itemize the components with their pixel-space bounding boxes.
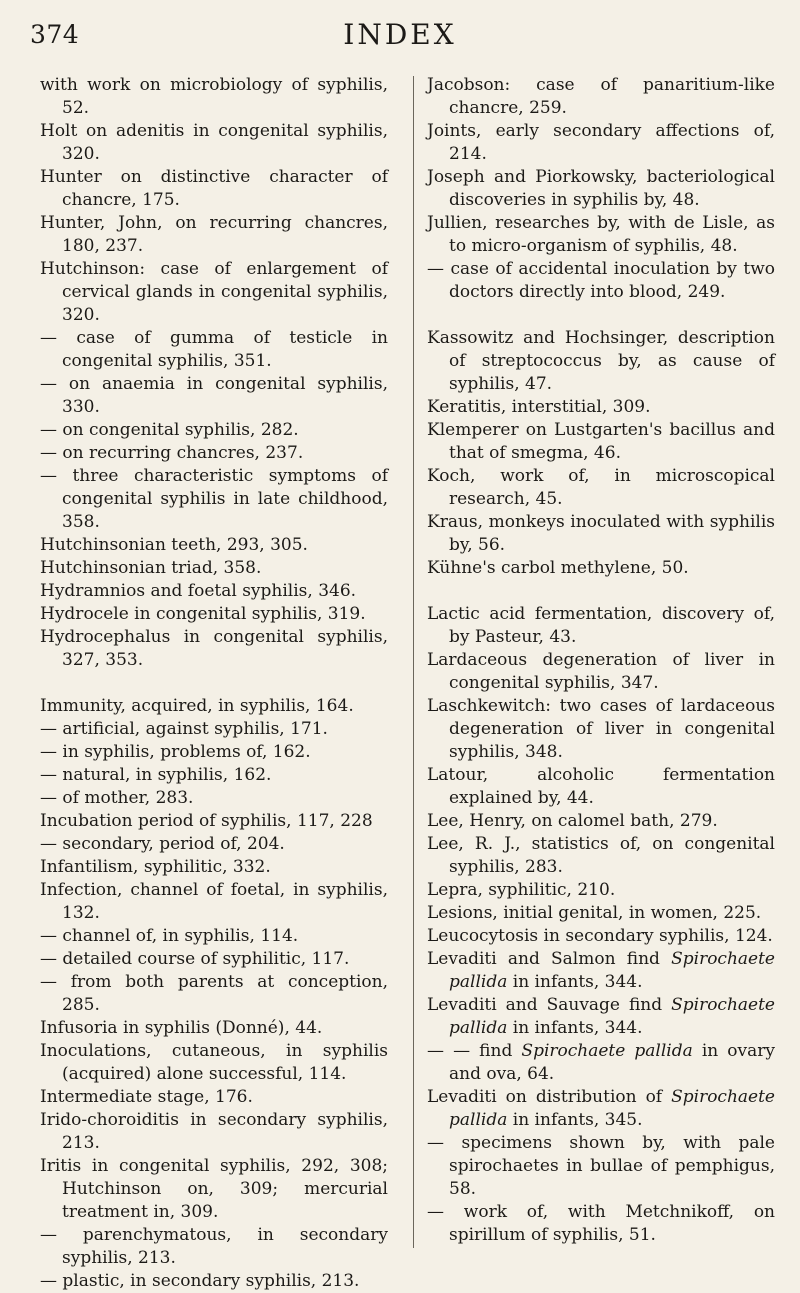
page-number: 374 [30, 20, 80, 49]
index-entry: — artificial, against syphilis, 171. [40, 719, 328, 739]
index-entry: Jacobson: case of panaritium-like chancre, 259. [427, 75, 775, 118]
index-column-right [427, 74, 775, 1247]
index-entry: Latour, alcoholic fermentation explained by, 44. [427, 765, 775, 808]
index-entry: — natural, in syphilis, 162. [40, 765, 272, 785]
index-entry: Immunity, acquired, in syphilis, 164. [40, 696, 354, 716]
index-entry: with work on microbiology of syphilis, 52. [40, 75, 388, 118]
index-entry: Hutchinson: case of enlargement of cervical glands in congenital syphilis, 320. [40, 259, 388, 325]
page-header [0, 18, 800, 58]
index-entry-italic-term: Spirochaete pallida [449, 995, 775, 1038]
index-entry: Holt on adenitis in congenital syphilis, 320. [40, 121, 388, 164]
index-entry: Iritis in congenital syphilis, 292, 308; Hutchinson on, 309; mercurial treatment in, 309. [40, 1156, 388, 1222]
index-entry: Incubation period of syphilis, 117, 228 [40, 811, 373, 831]
index-entry-text: in infants, 344. [507, 1018, 643, 1038]
index-entry: Kühne's carbol methylene, 50. [427, 558, 689, 578]
index-entry: Laschkewitch: two cases of lardaceous degeneration of liver in congenital syphilis, 348. [427, 696, 775, 762]
index-entry: — detailed course of syphilitic, 117. [40, 949, 350, 969]
index-entry-text: in infants, 345. [507, 1110, 643, 1130]
index-entry: Klemperer on Lustgarten's bacillus and that of smegma, 46. [427, 420, 775, 463]
index-entry: Hutchinsonian teeth, 293, 305. [40, 535, 308, 555]
index-entry [427, 1040, 775, 1086]
index-entry: — on congenital syphilis, 282. [40, 420, 299, 440]
index-entry: — in syphilis, problems of, 162. [40, 742, 311, 762]
index-entry: — three characteristic symptoms of congenital syphilis in late childhood, 358. [40, 466, 388, 532]
index-entry: — from both parents at conception, 285. [40, 972, 388, 1015]
index-entry: — case of gumma of testicle in congenital syphilis, 351. [40, 328, 388, 371]
index-entry: — case of accidental inoculation by two doctors directly into blood, 249. [427, 259, 775, 302]
index-entry: — on anaemia in congenital syphilis, 330. [40, 374, 388, 417]
index-entry: Hydrocele in congenital syphilis, 319. [40, 604, 366, 624]
index-entry: — on recurring chancres, 237. [40, 443, 304, 463]
index-entry-text: in infants, 344. [507, 972, 643, 992]
index-entry-italic-term: Spirochaete pallida [521, 1041, 693, 1061]
index-entry-text: in ovary and ova, 64. [449, 1041, 775, 1084]
index-entry: — parenchymatous, in secondary syphilis, 213. [40, 1225, 388, 1268]
index-entry: Irido-choroiditis in secondary syphilis, 213. [40, 1110, 388, 1153]
index-entry: Jullien, researches by, with de Lisle, as to micro-organism of syphilis, 48. [427, 213, 775, 256]
index-entry: Joseph and Piorkowsky, bacteriological discoveries in syphilis by, 48. [427, 167, 775, 210]
index-entry-italic-term: Spirochaete pallida [449, 1087, 775, 1130]
index-entry: Joints, early secondary affections of, 214. [427, 121, 775, 164]
index-entry: Kraus, monkeys inoculated with syphilis by, 56. [427, 512, 775, 555]
index-entry [427, 948, 775, 994]
index-entry-italic-term: Spirochaete pallida [449, 949, 775, 992]
index-entry [427, 994, 775, 1040]
index-entry: Inoculations, cutaneous, in syphilis (acquired) alone successful, 114. [40, 1041, 388, 1084]
index-column-left [40, 74, 388, 1293]
index-entry: — of mother, 283. [40, 788, 194, 808]
index-entry-text: Levaditi and Salmon find [427, 949, 672, 969]
index-entry: Infection, channel of foetal, in syphilis, 132. [40, 880, 388, 923]
index-entry: Lesions, initial genital, in women, 225. [427, 903, 762, 923]
index-entry: Intermediate stage, 176. [40, 1087, 253, 1107]
index-entry: Infantilism, syphilitic, 332. [40, 857, 271, 877]
column-divider [413, 76, 414, 1248]
index-entry: Infusoria in syphilis (Donné), 44. [40, 1018, 323, 1038]
index-entry: — specimens shown by, with pale spirochaetes in bullae of pemphigus, 58. [427, 1133, 775, 1199]
index-entry: — secondary, period of, 204. [40, 834, 285, 854]
index-entry: Hydrocephalus in congenital syphilis, 327, 353. [40, 627, 388, 670]
index-entry-text: — — find [427, 1041, 522, 1061]
page-title: INDEX [343, 18, 457, 51]
index-entry: Lepra, syphilitic, 210. [427, 880, 616, 900]
index-entry: Lardaceous degeneration of liver in congenital syphilis, 347. [427, 650, 775, 693]
index-entry: — plastic, in secondary syphilis, 213. [40, 1271, 360, 1291]
index-entry-text: Levaditi and Sauvage find [427, 995, 672, 1015]
index-entry: Kassowitz and Hochsinger, description of streptococcus by, as cause of syphilis, 47. [427, 328, 775, 394]
index-entry: — work of, with Metchnikoff, on spirillum of syphilis, 51. [427, 1202, 775, 1245]
index-entry: — channel of, in syphilis, 114. [40, 926, 299, 946]
index-entry-text: Levaditi on distribution of [427, 1087, 672, 1107]
index-entry: Keratitis, interstitial, 309. [427, 397, 651, 417]
index-entry: Hutchinsonian triad, 358. [40, 558, 262, 578]
index-entry: Koch, work of, in microscopical research, 45. [427, 466, 775, 509]
index-entry: Lee, R. J., statistics of, on congenital syphilis, 283. [427, 834, 775, 877]
index-entry: Hydramnios and foetal syphilis, 346. [40, 581, 357, 601]
index-entry: Hunter, John, on recurring chancres, 180, 237. [40, 213, 388, 256]
index-entry: Leucocytosis in secondary syphilis, 124. [427, 926, 773, 946]
index-entry [427, 1086, 775, 1132]
index-entry: Lee, Henry, on calomel bath, 279. [427, 811, 718, 831]
index-entry: Lactic acid fermentation, discovery of, by Pasteur, 43. [427, 604, 775, 647]
index-entry: Hunter on distinctive character of chancre, 175. [40, 167, 388, 210]
